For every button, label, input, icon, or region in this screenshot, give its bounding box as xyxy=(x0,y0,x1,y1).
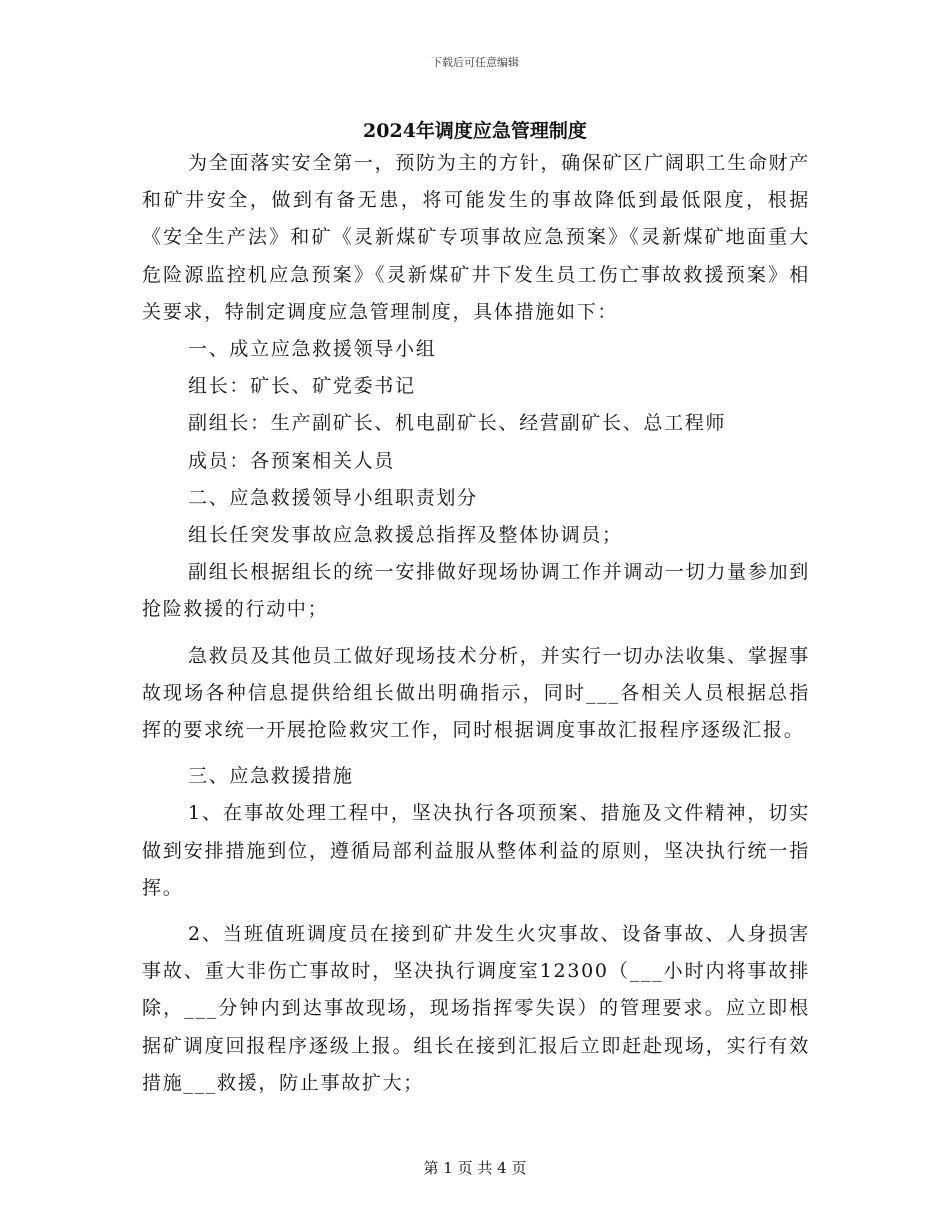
page-number: 第 1 页 共 4 页 xyxy=(423,1159,527,1177)
members-line: 成员：各预案相关人员 xyxy=(188,449,396,472)
measure-2-paragraph: 2、当班值班调度员在接到矿井发生火灾事故、设备事故、人身损害事故、重大非伤亡事故时，坚决执行调度室12300（___小时内将事故排除，___分钟内到达事故现场，现场指挥零失误）的管理要求。应立即根据矿调度回报程序逐级上报。组长在接到汇报后立即赶赴现场，实行有效措施___救援，防止事故扩大； xyxy=(142,923,810,1094)
section-heading-2: 二、应急救援领导小组职责划分 xyxy=(188,486,478,509)
document-title: 2024年调度应急管理制度 xyxy=(363,120,587,142)
section-heading-3: 三、应急救援措施 xyxy=(188,765,354,788)
page-header-note: 下载后可任意编辑 xyxy=(431,56,519,69)
group-leader-line: 组长：矿长、矿党委书记 xyxy=(188,375,416,398)
document-body xyxy=(142,145,810,1102)
section-heading-1: 一、成立应急救援领导小组 xyxy=(188,338,437,361)
intro-paragraph: 为全面落实安全第一，预防为主的方针，确保矿区广阔职工生命财产和矿井安全，做到有备无患，将可能发生的事故降低到最低限度，根据《安全生产法》和矿《灵新煤矿专项事故应急预案》《灵新煤矿地面重大危险源监控机应急预案》《灵新煤矿井下发生员工伤亡事故救援预案》相关要求，特制定调度应急管理制度，具体措施如下： xyxy=(142,152,810,323)
measure-1-paragraph: 1、在事故处理工程中，坚决执行各项预案、措施及文件精神，切实做到安排措施到位，遵循局部利益服从整体利益的原则，坚决执行统一指挥。 xyxy=(142,802,810,899)
leader-duty-paragraph: 组长任突发事故应急救援总指挥及整体协调员； xyxy=(188,524,623,547)
deputy-duty-paragraph: 副组长根据组长的统一安排做好现场协调工作并调动一切力量参加到抢险救援的行动中； xyxy=(142,561,810,621)
staff-duty-paragraph: 急救员及其他员工做好现场技术分析，并实行一切办法收集、掌握事故现场各种信息提供给组长做出明确指示，同时___各相关人员根据总指挥的要求统一开展抢险救灾工作，同时根据调度事故汇报程序逐级汇报。 xyxy=(142,644,810,742)
deputy-leader-line: 副组长：生产副矿长、机电副矿长、经营副矿长、总工程师 xyxy=(188,412,727,435)
